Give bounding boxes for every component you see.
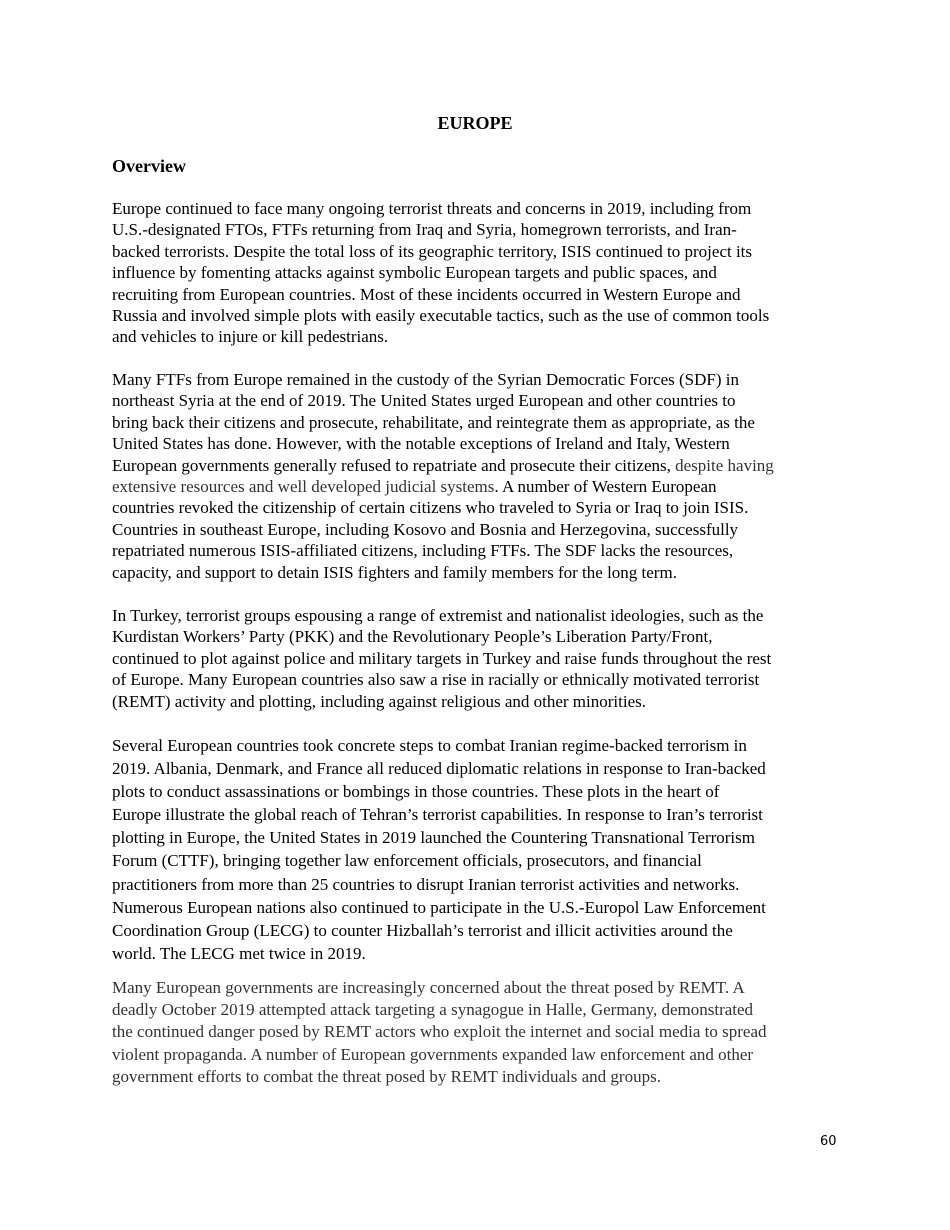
paragraph-2-part-3: . A number of Western European countries revoked the citizenship of certain citizens who traveled to Syria or Iraq to join ISIS. Countries in southeast Europe, including Kosovo and Bosnia and Herzegovina, successfully repatriated numerous ISIS-affiliated citizens, including FTFs. The SDF lacks the resources, capacity, and support to detain ISIS fighters and family members for the long term. bbox=[112, 477, 749, 582]
paragraph-3: In Turkey, terrorist groups espousing a range of extremist and nationalist ideologies, such as the Kurdistan Workers’ Party (PKK) and the Revolutionary People’s Liberation Party/Front, continued to plot against police and military targets in Turkey and raise funds throughout the rest of Europe. Many European countries also saw a rise in racially or ethnically motivated terrorist (REMT) activity and plotting, including against religious and other minorities. bbox=[112, 606, 772, 711]
page-title: EUROPE bbox=[437, 113, 513, 133]
page-number: 60 bbox=[820, 1134, 837, 1149]
paragraph-2-part-2: despite having extensive resources and well developed judicial systems bbox=[112, 455, 774, 497]
paragraph-2-part-1: Many FTFs from Europe remained in the custody of the Syrian Democratic Forces (SDF) in northeast Syria at the end of 2019. The United States urged European and other countries to bring back their citizens and prosecute, rehabilitate, and reintegrate them as appropriate, as the United States has done. However, with the notable exceptions of Ireland and Italy, Western European governments generally refused to repatriate and prosecute their citizens, bbox=[112, 370, 755, 475]
paragraph-4: Several European countries took concrete steps to combat Iranian regime-backed terrorism in 2019. Albania, Denmark, and France all reduced diplomatic relations in response to Iran-backed plots to conduct assassinations or bombings in those countries. These plots in the heart of Europe illustrate the global reach of Tehran’s terrorist capabilities. In response to Iran’s terrorist plotting in Europe, the United States in 2019 launched the Countering Transnational Terrorism Forum (CTTF), bringing together law enforcement officials, prosecutors, and financial practitioners from more than 25 countries to disrupt Iranian terrorist activities and networks. Numerous European nations also continued to participate in the U.S.-Europol Law Enforcement Coordination Group (LECG) to counter Hizballah’s terrorist and illicit activities around the world. The LECG met twice in 2019. bbox=[112, 736, 766, 963]
section-heading-overview: Overview bbox=[112, 156, 186, 176]
paragraph-2 bbox=[112, 369, 842, 583]
paragraph-1: Europe continued to face many ongoing terrorist threats and concerns in 2019, including from U.S.-designated FTOs, FTFs returning from Iraq and Syria, homegrown terrorists, and Iran- backed terrorists. Despite the total loss of its geographic territory, ISIS continued to project its influence by fomenting attacks against symbolic European targets and public spaces, and recruiting from European countries. Most of these incidents occurred in Western Europe and Russia and involved simple plots with easily executable tactics, such as the use of common tools and vehicles to injure or kill pedestrians. bbox=[112, 199, 770, 347]
paragraph-5: Many European governments are increasingly concerned about the threat posed by REMT. A deadly October 2019 attempted attack targeting a synagogue in Halle, Germany, demonstrated the continued danger posed by REMT actors who exploit the internet and social media to spread violent propaganda. A number of European governments expanded law enforcement and other government efforts to combat the threat posed by REMT individuals and groups. bbox=[112, 978, 767, 1086]
